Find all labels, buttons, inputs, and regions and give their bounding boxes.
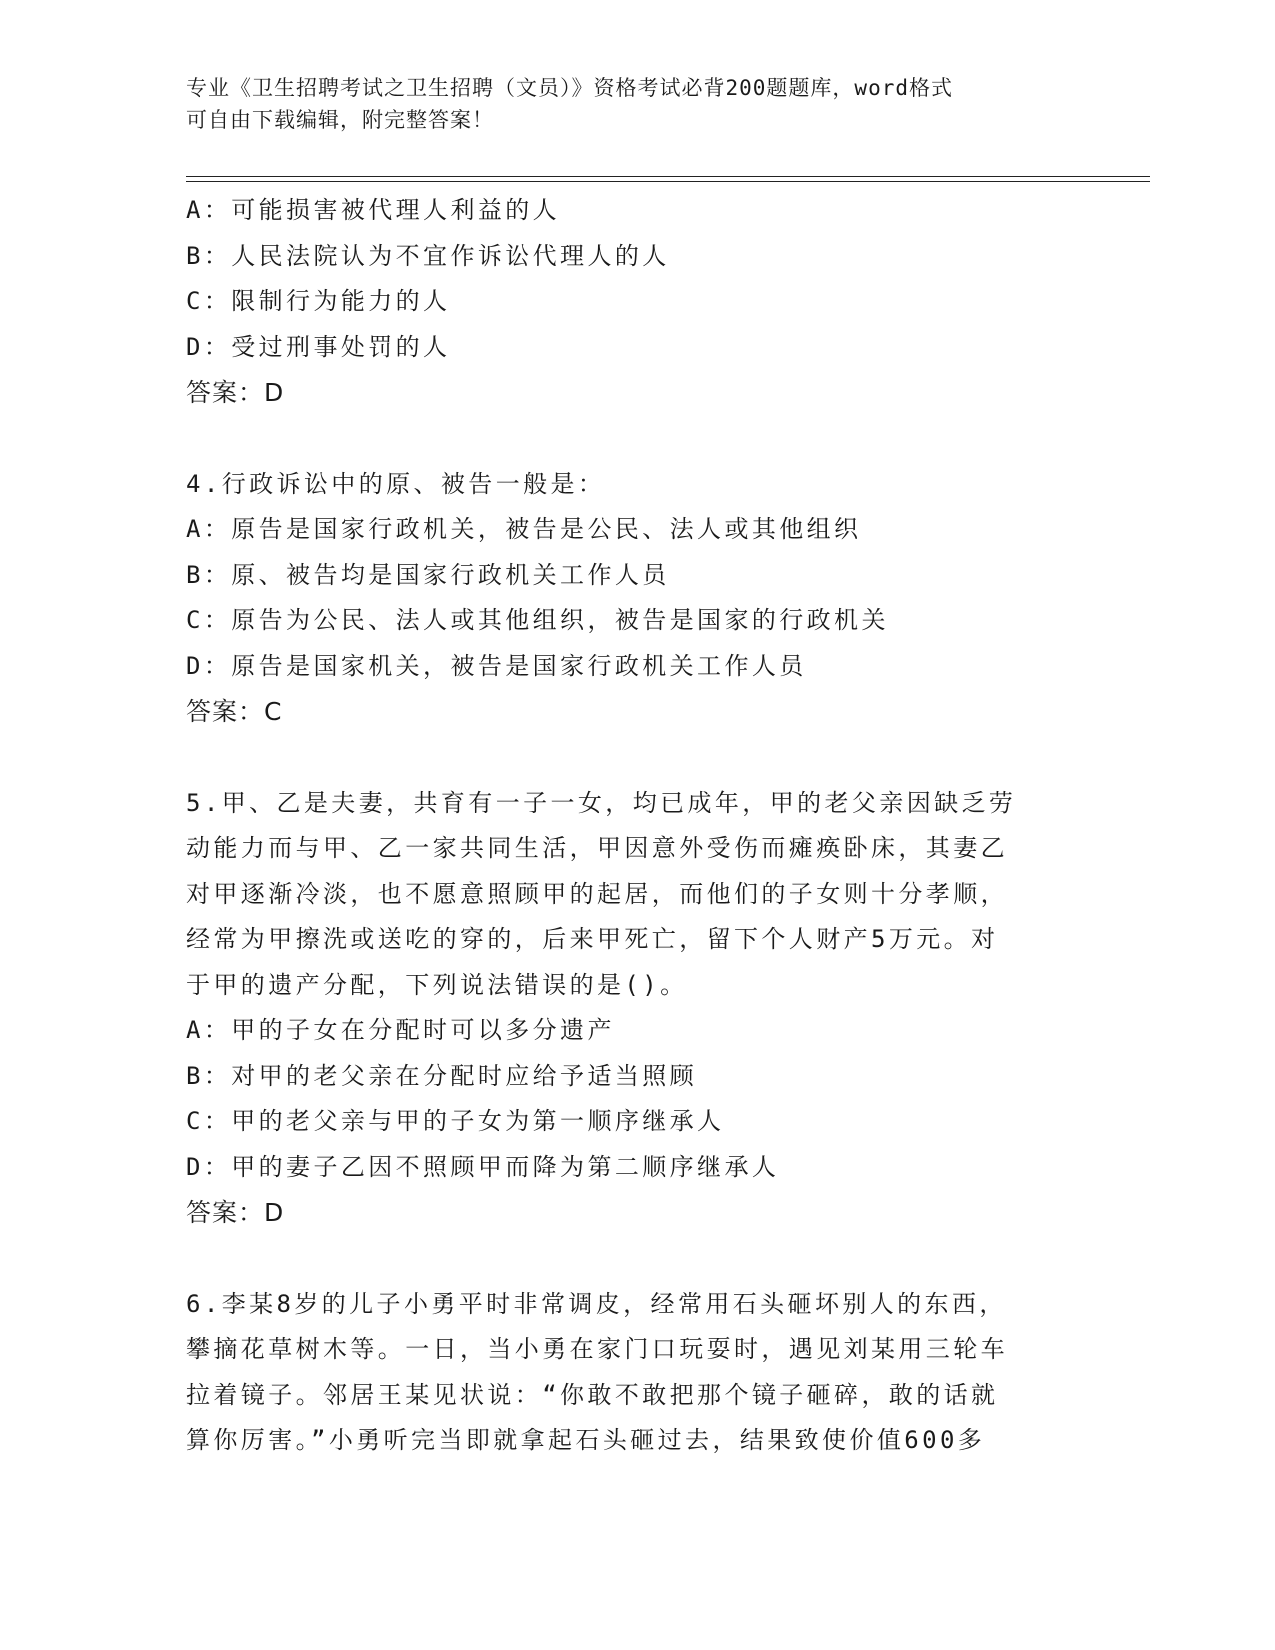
- option-a: A：可能损害被代理人利益的人: [186, 196, 561, 224]
- option-b: B：对甲的老父亲在分配时应给予适当照顾: [186, 1061, 698, 1090]
- question-stem-line: 经常为甲擦洗或送吃的穿的，后来甲死亡，留下个人财产5万元。对: [186, 925, 999, 953]
- option-c: C：甲的老父亲与甲的子女为第一顺序继承人: [186, 1107, 725, 1135]
- question-stem-line: 动能力而与甲、乙一家共同生活，甲因意外受伤而瘫痪卧床，其妻乙: [186, 834, 1008, 862]
- question-5: [186, 781, 1086, 1236]
- question-stem-line: 攀摘花草树木等。一日，当小勇在家门口玩耍时，遇见刘某用三轮车: [186, 1335, 1008, 1363]
- question-stem-line: 5.甲、乙是夫妻，共育有一子一女，均已成年，甲的老父亲因缺乏劳: [186, 788, 1017, 817]
- spacer: [186, 735, 1086, 781]
- answer-line: 答案：C: [186, 697, 283, 726]
- option-a: A：原告是国家行政机关，被告是公民、法人或其他组织: [186, 515, 862, 543]
- question-stem-line: 于甲的遗产分配，下列说法错误的是()。: [186, 970, 688, 999]
- question-4: [186, 462, 1086, 735]
- document-header: [186, 72, 1066, 136]
- header-title-line-2: 可自由下载编辑，附完整答案！: [186, 108, 494, 132]
- question-stem-line: 拉着镜子。邻居王某见状说：“你敢不敢把那个镜子砸碎，敢的话就: [186, 1380, 999, 1409]
- question-stem-line: 算你厉害。”小勇听完当即就拿起石头砸过去，结果致使价值600多: [186, 1426, 986, 1454]
- option-c: C：限制行为能力的人: [186, 287, 451, 315]
- option-b: B：人民法院认为不宜作诉讼代理人的人: [186, 241, 670, 270]
- header-title-line-1: 专业《卫生招聘考试之卫生招聘（文员）》资格考试必背200题题库，word格式: [186, 76, 953, 100]
- option-d: D：原告是国家机关，被告是国家行政机关工作人员: [186, 651, 807, 680]
- question-3: [186, 188, 1086, 416]
- question-stem-line: 6.李某8岁的儿子小勇平时非常调皮，经常用石头砸坏别人的东西，: [186, 1289, 1007, 1318]
- answer-line: 答案：D: [186, 378, 285, 407]
- question-list: [186, 188, 1086, 1464]
- option-c: C：原告为公民、法人或其他组织，被告是国家的行政机关: [186, 606, 889, 634]
- option-a: A：甲的子女在分配时可以多分遗产: [186, 1016, 615, 1044]
- option-b: B：原、被告均是国家行政机关工作人员: [186, 560, 670, 589]
- question-stem: 4.行政诉讼中的原、被告一般是：: [186, 469, 606, 498]
- header-divider-bottom: [186, 181, 1150, 182]
- question-6: [186, 1282, 1086, 1464]
- spacer: [186, 416, 1086, 462]
- option-d: D：甲的妻子乙因不照顾甲而降为第二顺序继承人: [186, 1152, 780, 1181]
- option-d: D：受过刑事处罚的人: [186, 332, 451, 361]
- answer-line: 答案：D: [186, 1198, 285, 1227]
- header-divider-top: [186, 176, 1150, 177]
- question-stem-line: 对甲逐渐冷淡，也不愿意照顾甲的起居，而他们的子女则十分孝顺，: [186, 879, 1008, 908]
- spacer: [186, 1236, 1086, 1282]
